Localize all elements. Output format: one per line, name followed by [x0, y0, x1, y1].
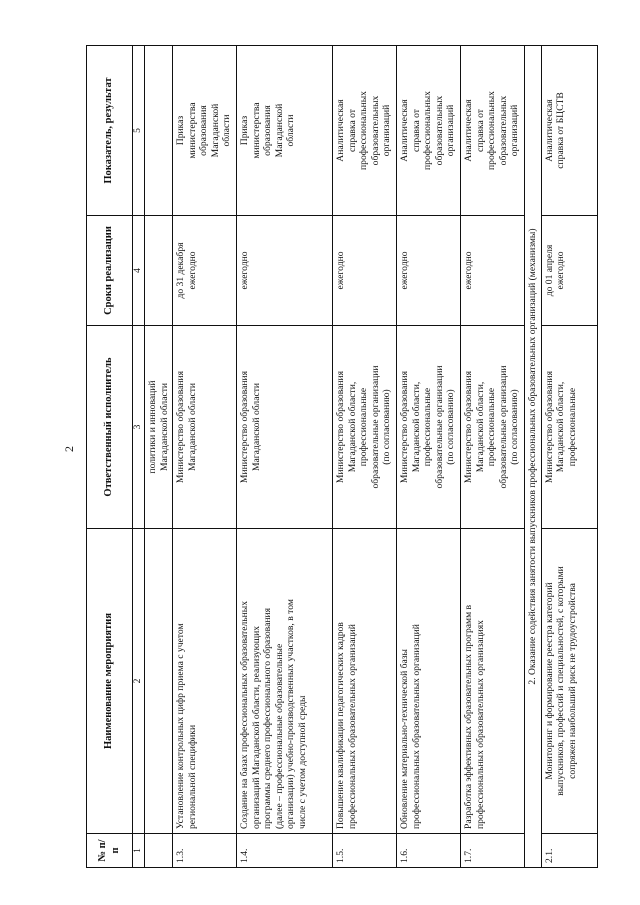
row-term: ежегодно	[333, 216, 397, 326]
row-executor: Министерство образования Магаданской области, профессиональные образовательные организации (по согласованию)	[397, 326, 461, 529]
row-name: Повышение квалификации педагогических кадров профессиональных образовательных организаций	[333, 529, 397, 834]
row-num: 1.4.	[237, 834, 333, 868]
header-num: № п/п	[87, 834, 133, 868]
row-result: Аналитическая справка от профессиональных образовательных организаций	[461, 46, 525, 216]
index-cell: 2	[133, 529, 145, 834]
row-num: 2.1.	[541, 834, 597, 868]
row-term: до 01 апреля ежегодно	[541, 216, 597, 326]
table-row	[173, 46, 237, 868]
table-row	[461, 46, 525, 868]
row-name	[145, 529, 173, 834]
row-executor: Министерство образования Магаданской области	[237, 326, 333, 529]
row-executor: Министерство образования Магаданской области, профессиональные	[541, 326, 597, 529]
header-term: Сроки реализации	[87, 216, 133, 326]
row-executor: Министерство образования Магаданской области, профессиональные образовательные организации (по согласованию)	[333, 326, 397, 529]
row-executor: Министерство образования Магаданской области, профессиональные образовательные организации (по согласованию)	[461, 326, 525, 529]
header-executor: Ответственный исполнитель	[87, 326, 133, 529]
header-name: Наименование мероприятия	[87, 529, 133, 834]
row-term: ежегодно	[461, 216, 525, 326]
header-row	[87, 46, 133, 868]
row-result: Аналитическая справка от профессиональных образовательных организаций	[397, 46, 461, 216]
row-name: Разработка эффективных образовательных программ в профессиональных образовательных организациях	[461, 529, 525, 834]
section-row	[525, 46, 542, 868]
row-num	[145, 834, 173, 868]
row-name: Установление контрольных цифр приема с учетом региональной специфики	[173, 529, 237, 834]
row-num: 1.5.	[333, 834, 397, 868]
row-result	[145, 46, 173, 216]
index-row	[133, 46, 145, 868]
row-result: Приказ министерства образования Магаданской области	[173, 46, 237, 216]
row-num: 1.6.	[397, 834, 461, 868]
measures-table	[86, 45, 598, 868]
row-term: ежегодно	[237, 216, 333, 326]
index-cell: 5	[133, 46, 145, 216]
index-cell: 3	[133, 326, 145, 529]
table-row	[237, 46, 333, 868]
row-term: до 31 декабря ежегодно	[173, 216, 237, 326]
row-executor: политики и инноваций Магаданской области	[145, 326, 173, 529]
row-num: 1.7.	[461, 834, 525, 868]
table-row	[333, 46, 397, 868]
row-result: Аналитическая справка от профессиональных образовательных организаций	[333, 46, 397, 216]
row-result: Аналитическая справка от БЦСТВ	[541, 46, 597, 216]
rotated-page	[86, 46, 578, 868]
continuation-row	[145, 46, 173, 868]
table-row	[397, 46, 461, 868]
row-result: Приказ министерства образования Магаданской области	[237, 46, 333, 216]
row-name: Обновление материально-технической базы профессиональных образовательных организаций	[397, 529, 461, 834]
index-cell: 4	[133, 216, 145, 326]
row-name: Мониторинг и формирование реестра категорий выпускников, профессий и специальностей, с которыми сопряжен наибольший риск не трудоустройства	[541, 529, 597, 834]
table-row	[541, 46, 597, 868]
row-executor: Министерство образования Магаданской области	[173, 326, 237, 529]
row-num: 1.3.	[173, 834, 237, 868]
row-name: Создание на базах профессиональных образовательных организаций Магаданской области, реализующих программы среднего профессионального образования (далее – профессиональные образовательные организации) учебно-производственных участков, в том числе с учетом доступной среды	[237, 529, 333, 834]
row-term	[145, 216, 173, 326]
header-result: Показатель, результат	[87, 46, 133, 216]
index-cell: 1	[133, 834, 145, 868]
section-title: 2. Оказание содействия занятости выпускников профессиональных образовательных организаций (механизмы)	[525, 46, 542, 868]
page-number: 2	[62, 446, 76, 452]
row-term: ежегодно	[397, 216, 461, 326]
